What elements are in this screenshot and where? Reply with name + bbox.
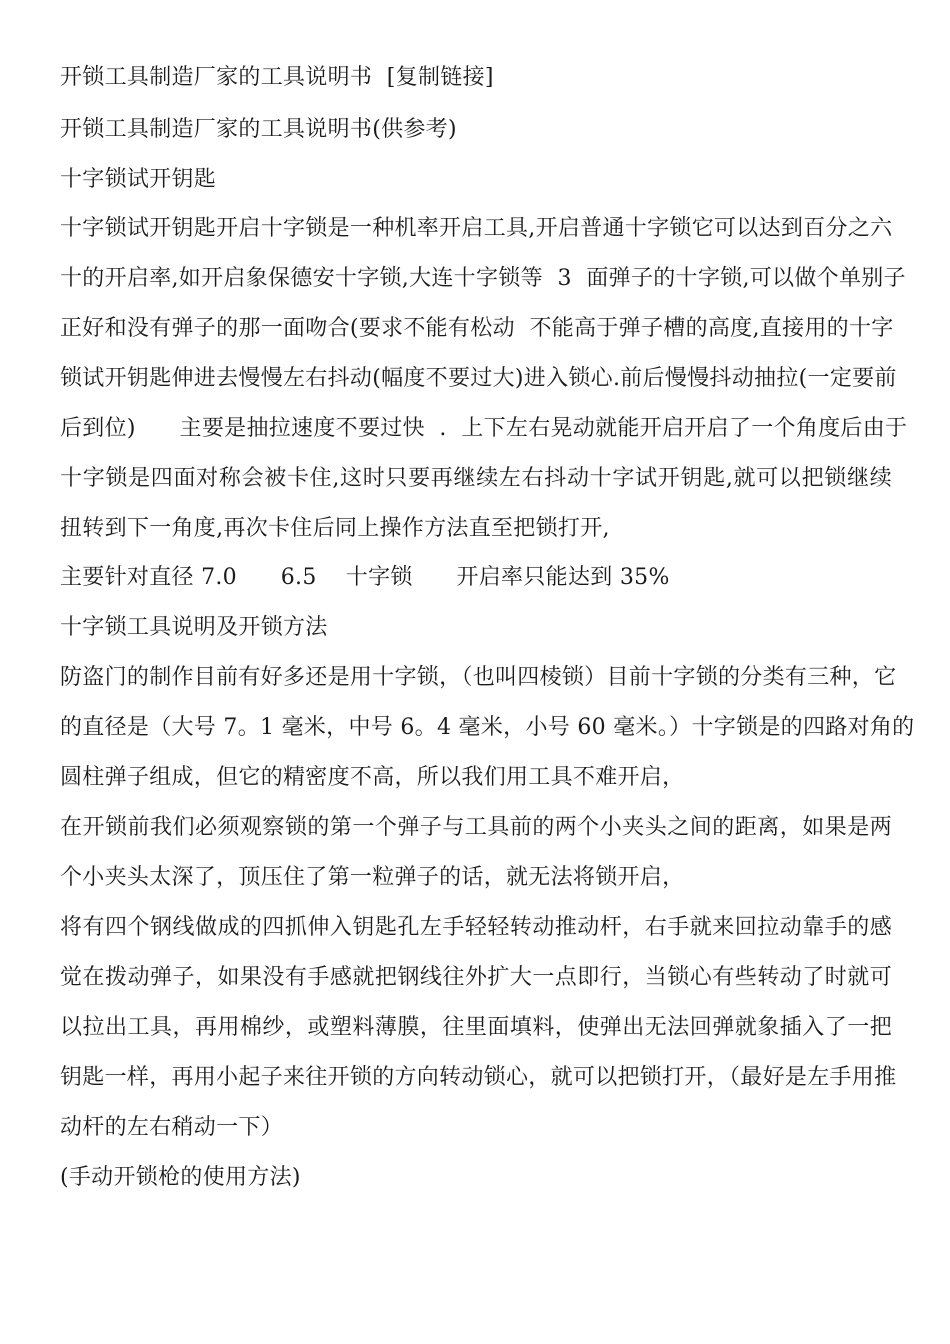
paragraph-line: 在开锁前我们必须观察锁的第一个弹子与工具前的两个小夹头之间的距离，如果是两 <box>60 815 892 840</box>
paragraph-line: 钥匙一样，再用小起子来往开锁的方向转动锁心，就可以把锁打开，（最好是左手用推 <box>60 1065 897 1090</box>
diameter-note-line: 主要针对直径 7.0 6.5 十字锁 开启率只能达到 35% <box>60 565 670 590</box>
section-heading-tool-instructions: 十字锁工具说明及开锁方法 <box>60 615 328 640</box>
section-heading-manual-pick-gun: (手动开锁枪的使用方法) <box>60 1165 301 1190</box>
document-subtitle-line: 开锁工具制造厂家的工具说明书(供参考) <box>60 117 457 142</box>
paragraph-line: 扭转到下一角度,再次卡住后同上操作方法直至把锁打开, <box>60 516 610 541</box>
paragraph-line: 防盗门的制作目前有好多还是用十字锁，（也叫四棱锁）目前十字锁的分类有三种，它 <box>60 665 897 690</box>
paragraph-line: 后到位) 主要是抽拉速度不要过快 . 上下左右晃动就能开启开启了一个角度后由于 <box>60 416 908 441</box>
paragraph-line: 正好和没有弹子的那一面吻合(要求不能有松动 不能高于弹子槽的高度,直接用的十字 <box>60 316 894 341</box>
paragraph-line: 将有四个钢线做成的四抓伸入钥匙孔左手轻轻转动推动杆，右手就来回拉动靠手的感 <box>60 915 892 940</box>
document-title-line: 开锁工具制造厂家的工具说明书 [复制链接] <box>60 65 494 90</box>
paragraph-line: 的直径是（大号 7。1 毫米，中号 6。4 毫米，小号 60 毫米。）十字锁是的四路对角的 <box>60 715 915 740</box>
section-heading-cross-lock-key: 十字锁试开钥匙 <box>60 167 217 192</box>
paragraph-line: 圆柱弹子组成，但它的精密度不高，所以我们用工具不难开启， <box>60 765 685 790</box>
paragraph-line: 十字锁是四面对称会被卡住,这时只要再继续左右抖动十字试开钥匙,就可以把锁继续 <box>60 466 892 491</box>
paragraph-line: 个小夹头太深了，顶压住了第一粒弹子的话，就无法将锁开启， <box>60 865 685 890</box>
paragraph-line: 以拉出工具，再用棉纱，或塑料薄膜，往里面填料，使弹出无法回弹就象插入了一把 <box>60 1015 892 1040</box>
paragraph-line: 觉在拨动弹子，如果没有手感就把钢线往外扩大一点即行，当锁心有些转动了时就可 <box>60 965 892 990</box>
paragraph-line: 十字锁试开钥匙开启十字锁是一种机率开启工具,开启普通十字锁它可以达到百分之六 <box>60 216 893 241</box>
paragraph-line: 动杆的左右稍动一下） <box>60 1115 284 1140</box>
paragraph-line: 十的开启率,如开启象保德安十字锁,大连十字锁等 3 面弹子的十字锁,可以做个单别子 <box>60 266 906 291</box>
paragraph-line: 锁试开钥匙伸进去慢慢左右抖动(幅度不要过大)进入锁心.前后慢慢抖动抽拉(一定要前 <box>60 366 897 391</box>
